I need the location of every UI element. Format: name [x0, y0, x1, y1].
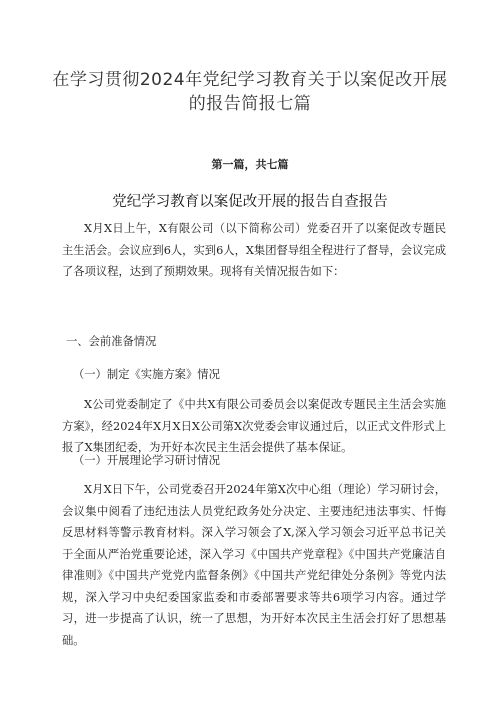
paragraph-intro: X月X日上午，X有限公司（以下简称公司）党委召开了以案促改专题民主生活会。会议应到6人，实到6人，X集团督导组全程进行了督导，会议完成了各项议程，达到了预期效果。现将有关情况报告如下：	[62, 222, 446, 278]
heading-implementation-plan: （一）制定《实施方案》情况	[73, 368, 220, 381]
paragraph-theory-study: X月X日下午，公司党委召开2024年第X次中心组（理论）学习研讨会，会议集中阅看了违纪违法人员党纪政务处分决定、主要违纪违法事实、忏悔反思材料等警示教育材料。深入学习领会了X,深入学习领会习近平总书记关于全面从严治党重要论述，深入学习《中国共产党章程》《中国共产党廉洁自律准则》《中国共产党党内监督条例》《中国共产党纪律处分条例》等党内法规，深入学习中央纪委国家监委和市委部署要求等共6项学习内容。通过学习，进一步提高了认识，统一了思想，为开好本次民主生活会打好了思想基础。	[62, 483, 446, 647]
document-title-line-1: 在学习贯彻2024年党纪学习教育关于以案促改开展	[52, 70, 448, 90]
document-title-line-2: 的报告简报七篇	[188, 94, 312, 114]
section-title: 党纪学习教育以案促改开展的报告自查报告	[112, 194, 388, 210]
paragraph-implementation-plan: X公司党委制定了《中共X有限公司委员会以案促改专题民主生活会实施方案》，经2024年X月X日X公司第X次党委会审议通过后，以正式文件形式上报了X集团纪委，为开好本次民主生活会提供了基本保证。	[62, 398, 446, 454]
part-label: 第一篇，共七篇	[211, 158, 289, 171]
heading-preparation: 一、会前准备情况	[66, 335, 157, 348]
heading-theory-study: （一）开展理论学习研讨情况	[73, 454, 220, 467]
